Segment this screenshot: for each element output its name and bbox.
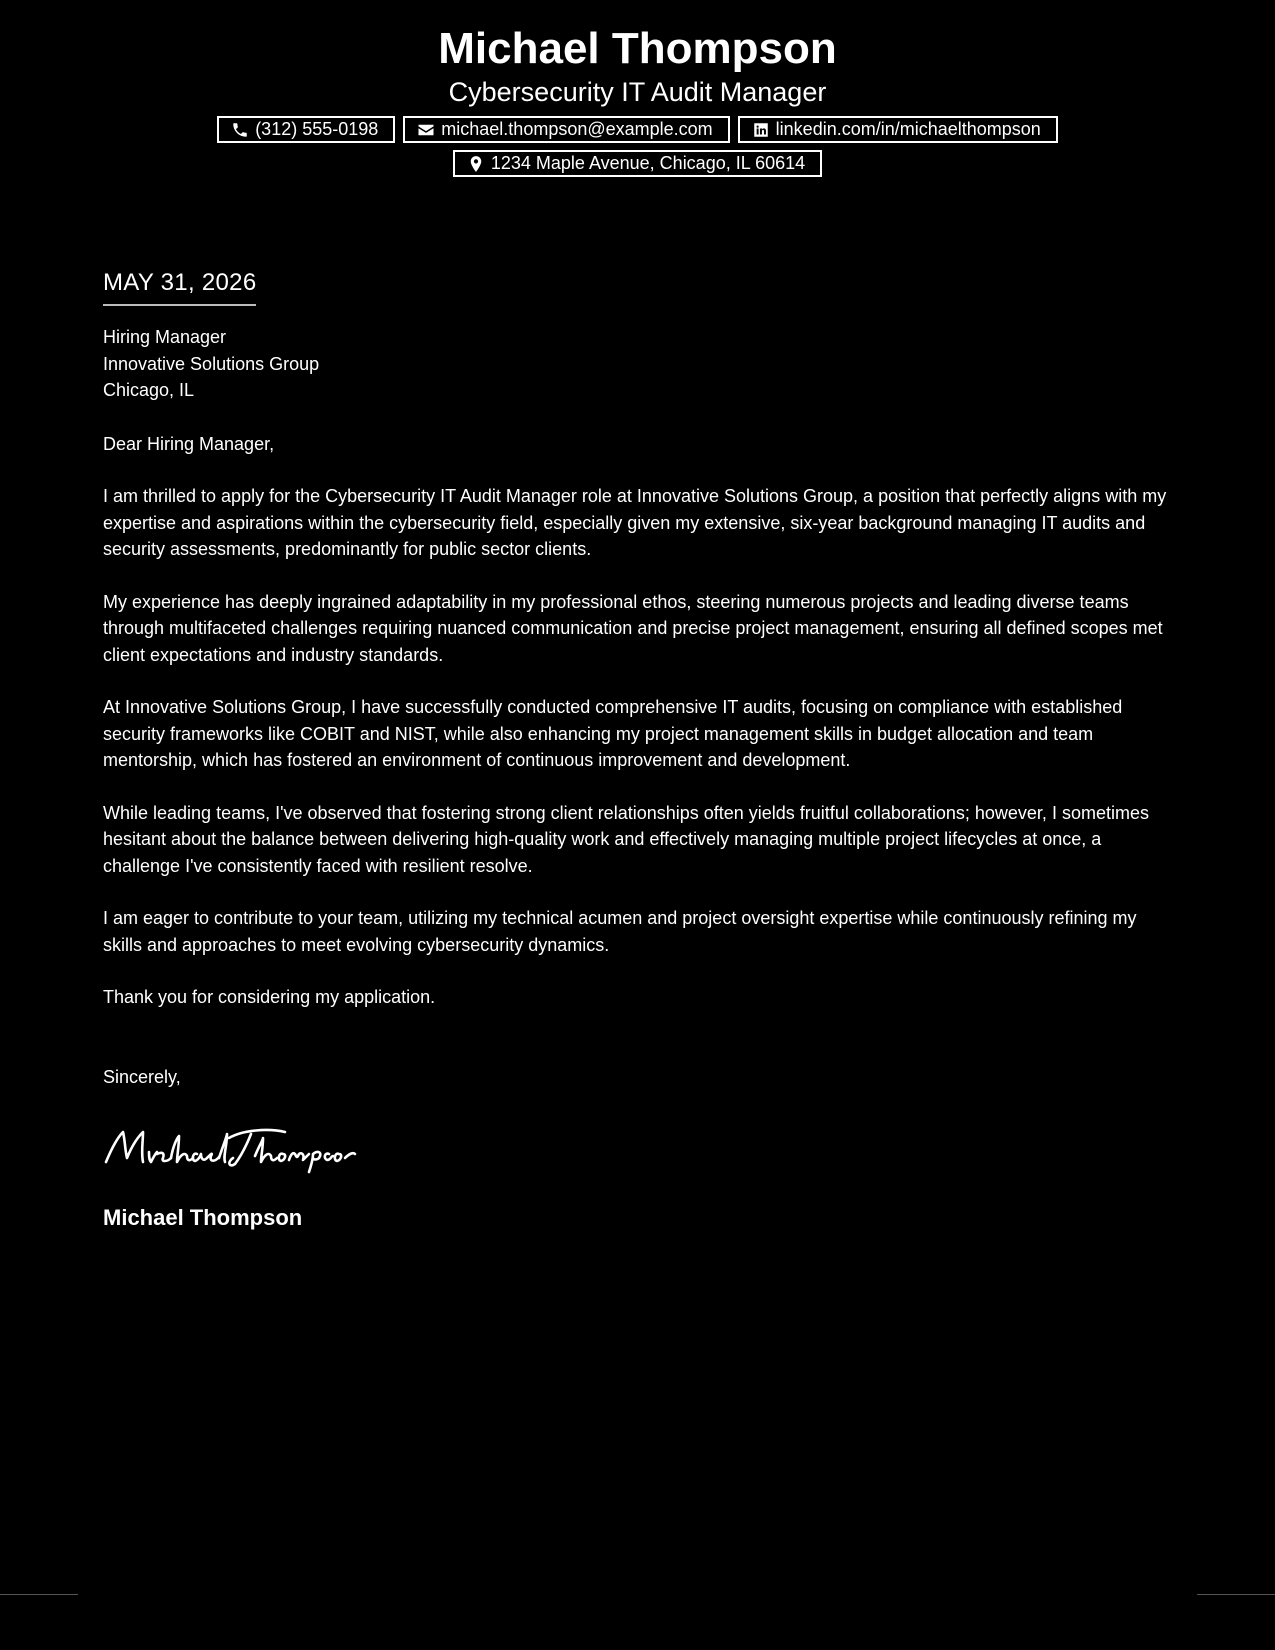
recipient-line: Chicago, IL (103, 380, 195, 400)
recipient-line: Hiring Manager (103, 327, 227, 347)
phone-chip[interactable] (217, 116, 395, 143)
letter-date: MAY 31, 2026 (103, 268, 256, 306)
address-chip[interactable] (453, 150, 822, 177)
applicant-title: Cybersecurity IT Audit Manager (448, 77, 827, 107)
body-paragraph: Thank you for considering my application. (103, 987, 436, 1007)
footer-rule-right (1197, 1594, 1275, 1595)
letter-header (0, 22, 1275, 184)
recipient-line: Innovative Solutions Group (103, 353, 320, 374)
contact-row-1 (0, 116, 1275, 143)
contact-row-2 (0, 150, 1275, 177)
body-paragraph: I am thrilled to apply for the Cybersecurity IT Audit Manager role at Innovative Solutions Group, a position that perfectly aligns with my expertise and aspirations within the cybersecurity field, especially given my extensive, six-year background managing IT audits and security assessments, predominantly for public sector clients. (103, 486, 1167, 559)
address-text: 1234 Maple Avenue, Chicago, IL 60614 (490, 153, 806, 173)
linkedin-text: linkedin.com/in/michaelthompson (775, 119, 1041, 139)
phone-icon (231, 121, 249, 139)
map-marker-icon (467, 155, 485, 173)
signature-image (103, 1124, 373, 1174)
applicant-name: Michael Thompson (438, 24, 837, 73)
phone-text: (312) 555-0198 (255, 119, 379, 139)
footer-rule-left (0, 1594, 78, 1595)
body-paragraph: At Innovative Solutions Group, I have successfully conducted comprehensive IT audits, focusing on compliance with established security frameworks like COBIT and NIST, while also enhancing my project management skills in budget allocation and team mentorship, which has fostered an environment of continuous improvement and development. (103, 697, 1123, 770)
letter-body (103, 268, 1178, 1232)
linkedin-chip[interactable] (738, 116, 1058, 143)
handwritten-signature (103, 1124, 1178, 1174)
linkedin-icon (752, 121, 770, 139)
envelope-icon (417, 121, 435, 139)
recipient-block (103, 324, 1178, 404)
signed-name: Michael Thompson (103, 1205, 303, 1230)
body-paragraph: While leading teams, I've observed that fostering strong client relationships often yields fruitful collaborations; however, I sometimes hesitant about the balance between delivering high-quality work and effectively managing multiple project lifecycles at once, a challenge I've consistently faced with resilient resolve. (103, 802, 1149, 876)
closing: Sincerely, (103, 1066, 181, 1087)
body-paragraph: I am eager to contribute to your team, utilizing my technical acumen and project oversight expertise while continuously refining my skills and approaches to meet evolving cybersecurity dynamics. (103, 908, 1137, 955)
email-text: michael.thompson@example.com (441, 119, 713, 139)
body-paragraph: My experience has deeply ingrained adaptability in my professional ethos, steering numerous projects and leading diverse teams through multifaceted challenges requiring nuanced communication and precise project management, ensuring all defined scopes met client expectations and industry standards. (103, 591, 1163, 665)
email-chip[interactable] (403, 116, 729, 143)
salutation: Dear Hiring Manager, (103, 433, 275, 454)
